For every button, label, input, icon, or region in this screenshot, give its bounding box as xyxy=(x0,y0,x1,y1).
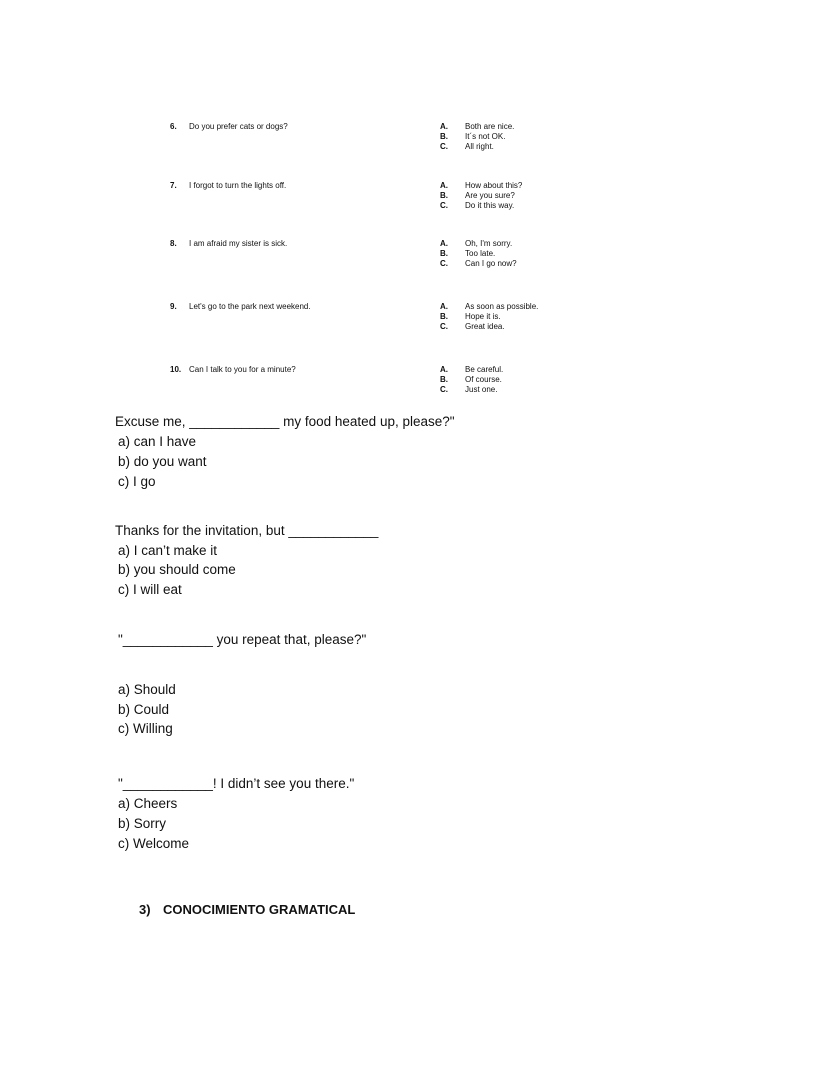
question-number: 10. xyxy=(170,365,182,374)
answer-options xyxy=(440,181,522,211)
fill-in-choice-c: c) Welcome xyxy=(118,836,190,851)
option-letter: A. xyxy=(440,181,448,190)
option-text: Of course. xyxy=(465,375,502,384)
matching-question-6 xyxy=(0,122,828,162)
option-letter: B. xyxy=(440,312,448,321)
option-a xyxy=(440,239,517,249)
fill-in-prompt-3: "____________ you repeat that, please?" xyxy=(118,632,367,647)
question-prompt: I am afraid my sister is sick. xyxy=(189,239,288,248)
fill-in-choice-a: a) Cheers xyxy=(118,796,178,811)
option-text: How about this? xyxy=(465,181,523,190)
option-letter: A. xyxy=(440,302,448,311)
fill-in-prompt-1: Excuse me, ____________ my food heated up, please?" xyxy=(115,414,455,429)
question-number: 9. xyxy=(170,302,177,311)
option-a xyxy=(440,365,503,375)
option-letter: C. xyxy=(440,201,448,210)
option-letter: A. xyxy=(440,365,448,374)
matching-question-9 xyxy=(0,302,828,342)
section-heading xyxy=(139,900,355,920)
section-title: CONOCIMIENTO GRAMATICAL xyxy=(163,902,356,917)
option-letter: B. xyxy=(440,375,448,384)
answer-options xyxy=(440,302,538,332)
option-letter: B. xyxy=(440,249,448,258)
fill-in-choice-b: b) Could xyxy=(118,702,170,717)
option-text: Hope it is. xyxy=(465,312,501,321)
option-text: Oh, I'm sorry. xyxy=(465,239,513,248)
fill-in-choice-c: c) I go xyxy=(118,474,156,489)
section-number: 3) xyxy=(139,902,151,917)
matching-question-8 xyxy=(0,239,828,279)
option-b xyxy=(440,191,522,201)
question-prompt: Let's go to the park next weekend. xyxy=(189,302,311,311)
fill-in-choice-a: a) Should xyxy=(118,682,176,697)
question-prompt: Do you prefer cats or dogs? xyxy=(189,122,288,131)
answer-options xyxy=(440,365,503,395)
option-a xyxy=(440,181,522,191)
fill-in-choice-a: a) can I have xyxy=(118,434,197,449)
matching-question-7 xyxy=(0,181,828,221)
option-text: All right. xyxy=(465,142,494,151)
question-prompt: I forgot to turn the lights off. xyxy=(189,181,287,190)
option-text: Just one. xyxy=(465,385,498,394)
option-c xyxy=(440,385,503,395)
fill-in-choice-a: a) I can’t make it xyxy=(118,543,218,558)
option-b xyxy=(440,375,503,385)
question-number: 6. xyxy=(170,122,177,131)
option-text: It´s not OK. xyxy=(465,132,506,141)
matching-question-10 xyxy=(0,365,828,405)
option-text: Too late. xyxy=(465,249,496,258)
option-letter: C. xyxy=(440,322,448,331)
fill-in-choice-b: b) do you want xyxy=(118,454,207,469)
option-letter: B. xyxy=(440,132,448,141)
option-a xyxy=(440,302,538,312)
fill-in-choice-b: b) Sorry xyxy=(118,816,167,831)
option-letter: A. xyxy=(440,239,448,248)
option-text: As soon as possible. xyxy=(465,302,539,311)
option-text: Great idea. xyxy=(465,322,505,331)
fill-in-choice-b: b) you should come xyxy=(118,562,236,577)
option-letter: C. xyxy=(440,142,448,151)
option-b xyxy=(440,249,517,259)
option-c xyxy=(440,201,522,211)
answer-options xyxy=(440,122,514,152)
option-letter: C. xyxy=(440,385,448,394)
option-text: Both are nice. xyxy=(465,122,515,131)
option-text: Do it this way. xyxy=(465,201,515,210)
fill-in-choice-c: c) Willing xyxy=(118,721,173,736)
option-b xyxy=(440,132,514,142)
fill-in-choice-c: c) I will eat xyxy=(118,582,182,597)
option-text: Are you sure? xyxy=(465,191,515,200)
option-c xyxy=(440,142,514,152)
option-letter: C. xyxy=(440,259,448,268)
option-text: Be careful. xyxy=(465,365,504,374)
fill-in-prompt-4: "____________! I didn’t see you there." xyxy=(118,776,355,791)
question-prompt: Can I talk to you for a minute? xyxy=(189,365,296,374)
option-letter: A. xyxy=(440,122,448,131)
option-b xyxy=(440,312,538,322)
option-text: Can I go now? xyxy=(465,259,517,268)
answer-options xyxy=(440,239,517,269)
question-number: 7. xyxy=(170,181,177,190)
option-c xyxy=(440,322,538,332)
option-letter: B. xyxy=(440,191,448,200)
fill-in-prompt-2: Thanks for the invitation, but ____________ xyxy=(115,523,379,538)
option-c xyxy=(440,259,517,269)
question-number: 8. xyxy=(170,239,177,248)
option-a xyxy=(440,122,514,132)
